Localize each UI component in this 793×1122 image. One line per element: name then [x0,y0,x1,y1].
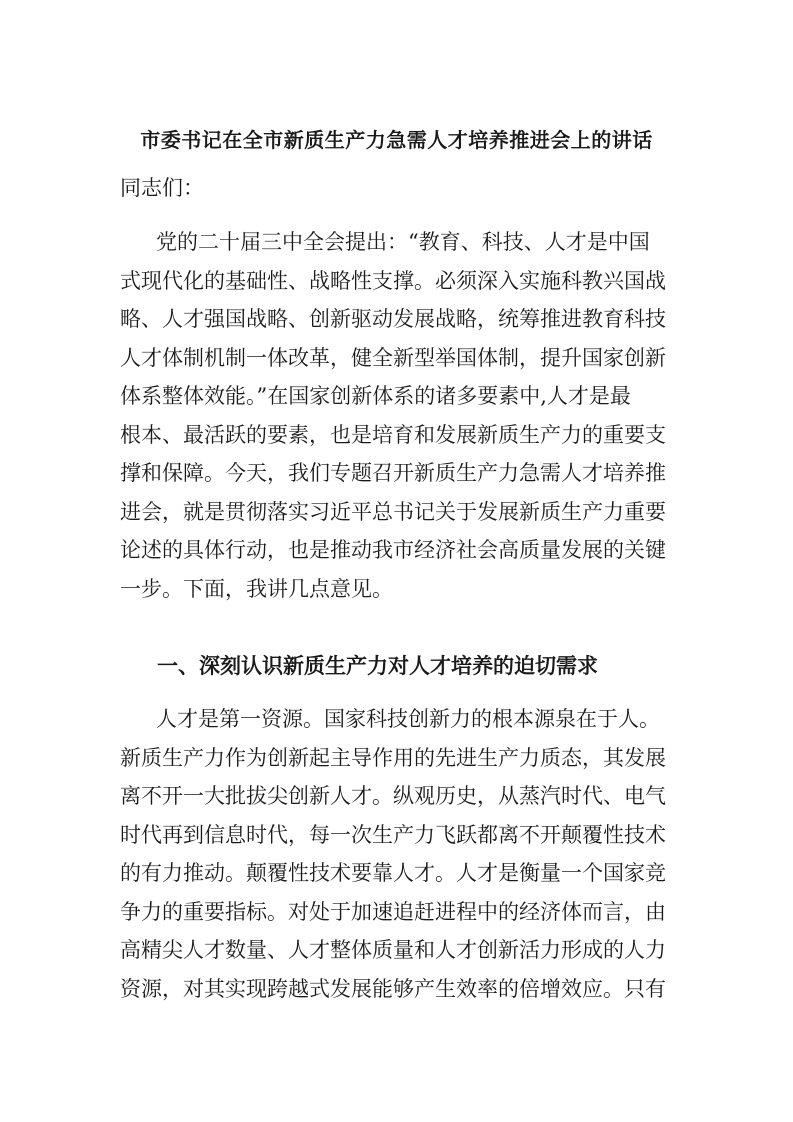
salutation: 同志们： [120,176,204,200]
paragraph-line: 撑和保障。今天，我们专题召开新质生产力急需人才培养推 [120,461,666,485]
section-heading: 一、深刻认识新质生产力对人才培养的迫切需求 [157,654,598,678]
paragraph-line: 一步。下面，我讲几点意见。 [120,576,393,601]
paragraph-line: 党的二十届三中全会提出：“教育、科技、人才是中国 [156,230,650,254]
paragraph-line: 时代再到信息时代，每一次生产力飞跃都离不开颠覆性技术 [120,822,666,847]
paragraph-line: 的有力推动。颠覆性技术要靠人才。人才是衡量一个国家竞 [120,861,666,885]
paragraph-line: 根本、最活跃的要素，也是培育和发展新质生产力的重要支 [120,422,666,447]
paragraph-line: 体系整体效能。”在国家创新体系的诸多要素中,人才是最 [120,384,631,408]
paragraph-line: 离不开一大批拔尖创新人才。纵观历史，从蒸汽时代、电气 [120,784,666,808]
paragraph-line: 人才体制机制一体改革，健全新型举国体制，提升国家创新 [120,345,666,370]
paragraph-line: 新质生产力作为创新起主导作用的先进生产力质态，其发展 [120,745,666,770]
paragraph-2 [120,700,680,1008]
paragraph-line: 资源，对其实现跨越式发展能够产生效率的倍增效应。只有 [120,976,666,1001]
paragraph-line: 式现代化的基础性、战略性支撑。必须深入实施科教兴国战 [120,268,666,293]
paragraph-line: 高精尖人才数量、人才整体质量和人才创新活力形成的人力 [120,938,666,962]
paragraph-1 [120,223,680,608]
paragraph-line: 争力的重要指标。对处于加速追赶进程中的经济体而言，由 [120,899,666,924]
paragraph-line: 论述的具体行动，也是推动我市经济社会高质量发展的关键 [120,538,666,562]
paragraph-line: 人才是第一资源。国家科技创新力的根本源泉在于人。 [156,707,660,731]
document-title: 市委书记在全市新质生产力急需人才培养推进会上的讲话 [140,128,653,152]
paragraph-line: 进会，就是贯彻落实习近平总书记关于发展新质生产力重要 [120,499,666,524]
paragraph-line: 略、人才强国战略、创新驱动发展战略，统筹推进教育科技 [120,307,666,331]
